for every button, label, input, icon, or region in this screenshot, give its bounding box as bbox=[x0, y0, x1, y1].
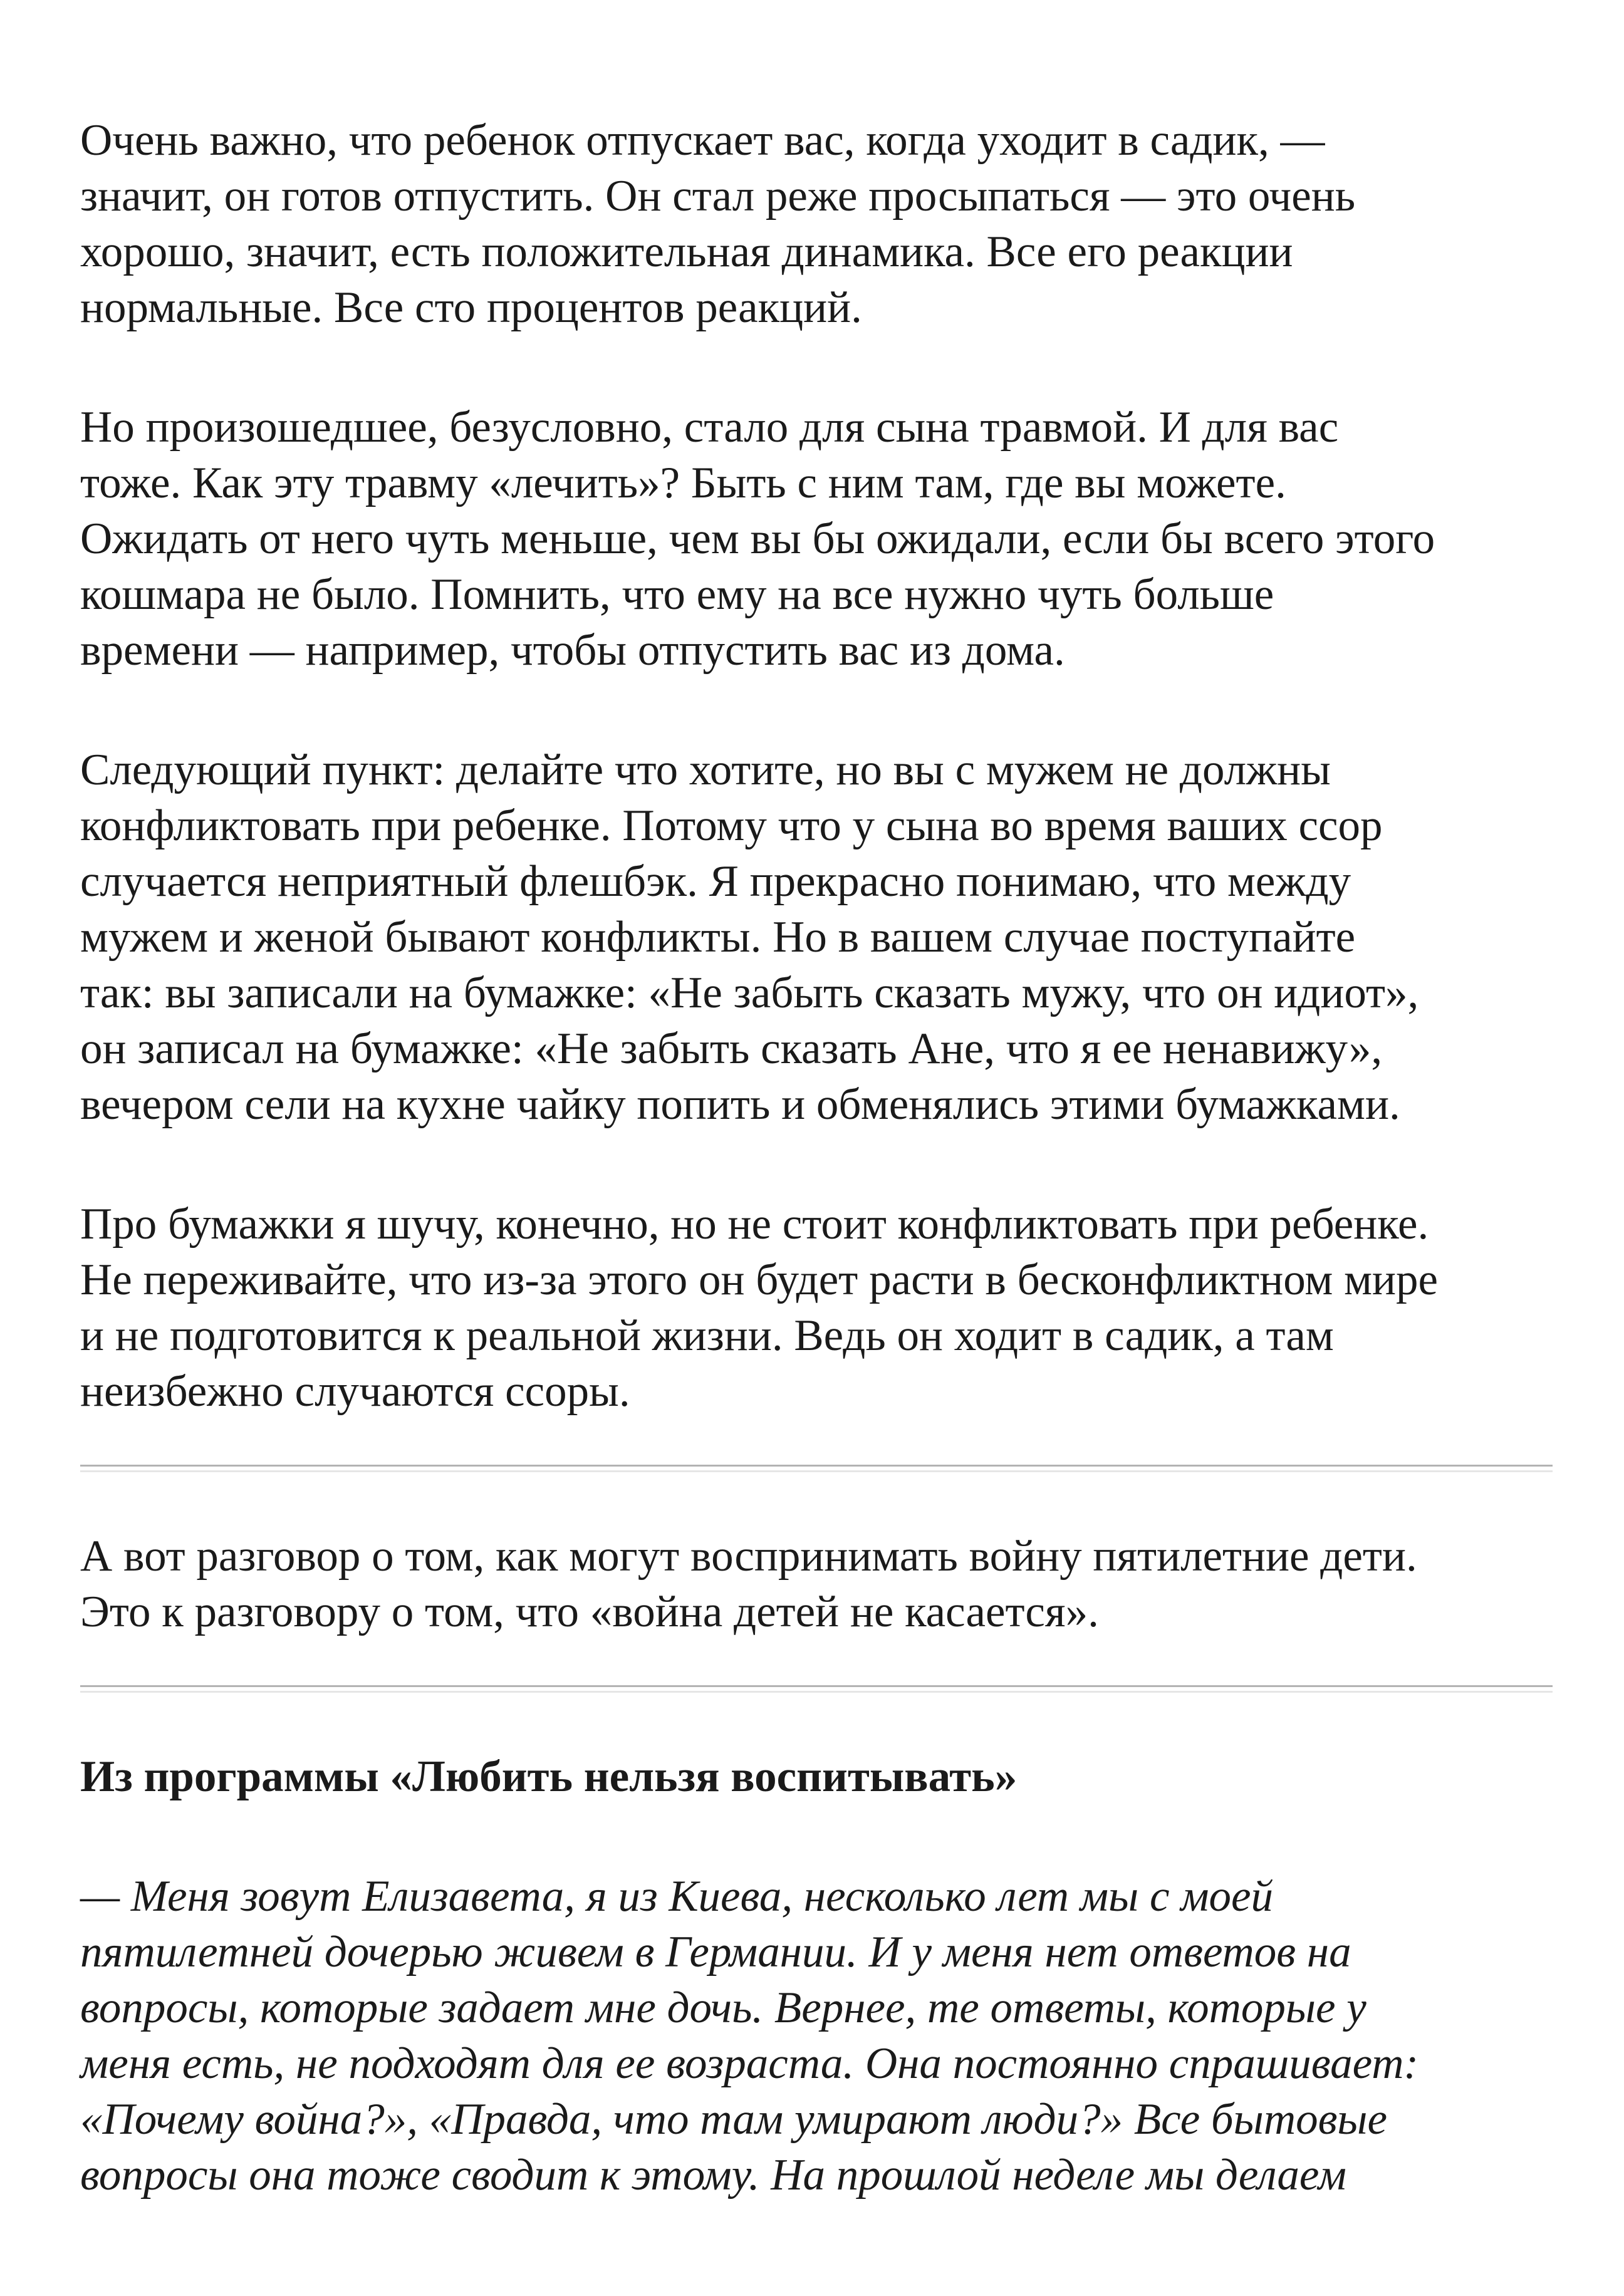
text-line: меня есть, не подходят для ее возраста. Она постоянно спрашивает: bbox=[80, 2039, 1419, 2088]
text-line: и не подготовится к реальной жизни. Ведь он ходит в садик, а там bbox=[80, 1311, 1334, 1360]
text-line: А вот разговор о том, как могут воспринимать войну пятилетние дети. bbox=[80, 1532, 1417, 1581]
text-line: значит, он готов отпустить. Он стал реже просыпаться — это очень bbox=[80, 172, 1356, 221]
text-line: Но произошедшее, безусловно, стало для сына травмой. И для вас bbox=[80, 403, 1339, 452]
section-heading: Из программы «Любить нельзя воспитывать» bbox=[80, 1752, 1018, 1801]
text-line: так: вы записали на бумажке: «Не забыть сказать мужу, что он идиот», bbox=[80, 969, 1419, 1017]
text-line: Следующий пункт: делайте что хотите, но вы с мужем не должны bbox=[80, 745, 1331, 794]
text-line: случается неприятный флешбэк. Я прекрасно понимаю, что между bbox=[80, 857, 1351, 906]
text-line: неизбежно случаются ссоры. bbox=[80, 1367, 630, 1416]
text-line: хорошо, значит, есть положительная динамика. Все его реакции bbox=[80, 227, 1293, 276]
paragraph-gap bbox=[80, 336, 1553, 400]
text-line: Про бумажки я шучу, конечно, но не стоит конфликтовать при ребенке. bbox=[80, 1200, 1429, 1249]
paragraph-gap bbox=[80, 678, 1553, 742]
rule-spacer bbox=[80, 1640, 1553, 1685]
quote-paragraph bbox=[80, 1869, 1553, 2203]
text-line: Ожидать от него чуть меньше, чем вы бы ожидали, если бы всего этого bbox=[80, 514, 1435, 563]
paragraph-3 bbox=[80, 742, 1553, 1133]
text-line: пятилетней дочерью живем в Германии. И у меня нет ответов на bbox=[80, 1928, 1351, 1977]
rule-spacer bbox=[80, 1693, 1553, 1749]
text-line: Очень важно, что ребенок отпускает вас, когда уходит в садик, — bbox=[80, 116, 1325, 165]
text-line: вопросы, которые задает мне дочь. Вернее, те ответы, которые у bbox=[80, 1983, 1366, 2032]
paragraph-1 bbox=[80, 113, 1553, 336]
horizontal-rule bbox=[80, 1685, 1553, 1693]
document-page bbox=[80, 113, 1553, 2203]
text-line: Это к разговору о том, что «война детей не касается». bbox=[80, 1587, 1099, 1636]
text-line: вопросы она тоже сводит к этому. На прошлой неделе мы делаем bbox=[80, 2151, 1346, 2200]
horizontal-rule bbox=[80, 1465, 1553, 1472]
text-line: кошмара не было. Помнить, что ему на все нужно чуть больше bbox=[80, 570, 1274, 619]
paragraph-2 bbox=[80, 400, 1553, 678]
text-line: вечером сели на кухне чайку попить и обменялись этими бумажками. bbox=[80, 1080, 1400, 1129]
text-line: — Меня зовут Елизавета, я из Киева, несколько лет мы с моей bbox=[80, 1872, 1274, 1921]
text-line: времени — например, чтобы отпустить вас из дома. bbox=[80, 626, 1065, 675]
interlude-paragraph bbox=[80, 1529, 1553, 1640]
heading-gap bbox=[80, 1805, 1553, 1869]
paragraph-gap bbox=[80, 1133, 1553, 1197]
text-line: он записал на бумажке: «Не забыть сказать Ане, что я ее ненавижу», bbox=[80, 1024, 1383, 1073]
text-line: тоже. Как эту травму «лечить»? Быть с ним там, где вы можете. bbox=[80, 459, 1286, 507]
paragraph-4 bbox=[80, 1197, 1553, 1420]
rule-spacer bbox=[80, 1420, 1553, 1465]
text-line: конфликтовать при ребенке. Потому что у сына во время ваших ссор bbox=[80, 801, 1383, 850]
text-line: «Почему война?», «Правда, что там умирают люди?» Все бытовые bbox=[80, 2095, 1388, 2144]
text-line: нормальные. Все сто процентов реакций. bbox=[80, 283, 862, 332]
text-line: Не переживайте, что из-за этого он будет расти в бесконфликтном мире bbox=[80, 1255, 1439, 1304]
text-line: мужем и женой бывают конфликты. Но в вашем случае поступайте bbox=[80, 913, 1356, 962]
rule-spacer bbox=[80, 1472, 1553, 1529]
